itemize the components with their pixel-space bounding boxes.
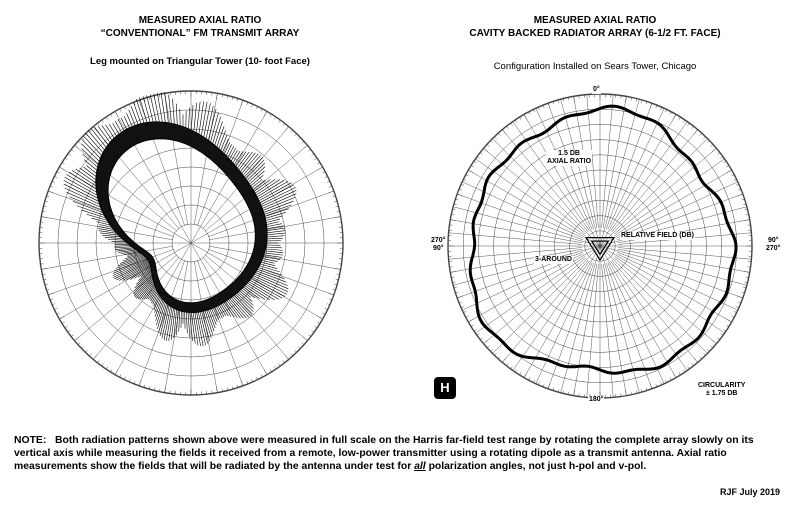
left-grid-tick: [48, 293, 54, 295]
left-grid-tick: [270, 369, 272, 372]
left-hatch-stroke: [115, 121, 121, 132]
right-grid-spoke: [600, 246, 747, 285]
deg-left-line-2: 90°: [432, 245, 444, 252]
right-grid-spoke: [502, 260, 588, 362]
right-grid-tick: [737, 296, 743, 298]
right-grid-tick: [450, 220, 456, 221]
right-grid-tick: [480, 338, 482, 340]
right-grid-tick: [692, 126, 694, 128]
left-hatch-stroke: [134, 103, 141, 124]
right-grid-tick: [494, 353, 496, 355]
left-hatch-stroke: [150, 289, 156, 300]
left-hatch-stroke: [201, 102, 207, 136]
left-hatch-stroke: [80, 168, 96, 180]
right-grid-tick: [711, 144, 713, 146]
right-grid-spoke: [612, 130, 698, 232]
left-grid-tick: [283, 123, 285, 125]
left-hatch-stroke: [189, 108, 190, 129]
left-grid-tick: [312, 154, 314, 156]
right-title: [430, 14, 760, 40]
left-grid-tick: [335, 217, 341, 218]
left-grid-tick: [308, 335, 310, 337]
left-hatch-stroke: [188, 312, 190, 337]
left-title: [60, 14, 340, 40]
left-grid-tick: [274, 117, 276, 119]
left-hatch-stroke: [113, 123, 119, 134]
left-hatch-stroke: [223, 139, 229, 152]
right-grid-tick: [704, 353, 706, 355]
right-grid-spoke: [608, 263, 665, 384]
left-hatch-stroke: [264, 201, 294, 212]
right-grid-spoke: [449, 233, 582, 245]
left-hatch-stroke: [73, 201, 103, 212]
right-grid-tick: [707, 140, 709, 142]
right-grid-spoke: [602, 95, 614, 228]
left-grid-tick: [110, 114, 112, 117]
three-around-label: 3-AROUND: [535, 256, 572, 263]
left-grid-tick: [317, 162, 320, 164]
right-subtitle: Configuration Installed on Sears Tower, Chicago: [493, 61, 697, 72]
left-grid-tick: [106, 117, 108, 119]
left-grid-tick: [102, 364, 104, 366]
left-grid-tick: [62, 162, 65, 164]
right-grid-spoke: [587, 264, 599, 397]
left-grid-tick: [317, 316, 322, 319]
left-grid-tick: [78, 343, 80, 345]
left-hatch-stroke: [82, 149, 99, 165]
right-grid-tick: [726, 319, 731, 322]
right-grid-tick: [468, 170, 473, 173]
left-grid-tick: [165, 387, 166, 393]
left-hatch-stroke: [105, 237, 122, 238]
right-grid-spoke: [603, 264, 626, 396]
left-grid-spoke: [165, 261, 188, 393]
left-grid-tick: [302, 343, 304, 345]
right-grid-tick: [700, 133, 702, 135]
left-grid-tick: [41, 217, 47, 218]
left-grid-tick: [317, 322, 320, 324]
note-emphasis: all: [414, 461, 426, 472]
right-grid-tick: [515, 120, 517, 122]
left-hatch-stroke: [76, 169, 96, 183]
right-grid-tick: [511, 123, 513, 125]
right-grid-tick: [491, 140, 493, 142]
right-grid-tick: [683, 120, 685, 122]
right-grid-spoke: [617, 252, 743, 298]
left-hatch-stroke: [102, 235, 120, 237]
right-grid-tick: [494, 137, 496, 139]
left-grid-tick: [285, 355, 289, 360]
left-grid-tick: [303, 337, 308, 341]
right-grid-tick: [548, 383, 550, 389]
left-grid-spoke: [165, 93, 188, 225]
left-hatch-stroke: [251, 175, 264, 186]
right-grid-tick: [712, 340, 717, 344]
left-grid-tick: [283, 360, 285, 362]
right-grid-tick: [694, 358, 698, 363]
left-grid-tick: [312, 331, 314, 333]
left-hatch-stroke: [267, 238, 283, 239]
left-title-line-2: “CONVENTIONAL” FM TRANSMIT ARRAY: [100, 28, 300, 39]
right-polar-plot: [420, 88, 780, 404]
left-hatch-stroke: [176, 104, 177, 125]
left-grid-tick: [291, 354, 293, 356]
left-hatch-stroke: [251, 279, 285, 297]
right-grid-tick: [700, 357, 702, 359]
right-grid-spoke: [475, 256, 585, 333]
right-grid-tick: [704, 137, 706, 139]
left-grid-tick: [216, 93, 217, 99]
right-grid-tick: [524, 372, 527, 377]
right-grid-tick: [688, 367, 690, 369]
left-grid-tick: [241, 380, 243, 386]
left-hatch-stroke: [91, 128, 106, 147]
left-grid-tick: [75, 145, 80, 149]
right-grid-tick: [524, 114, 527, 119]
deg-left-label: [430, 237, 446, 253]
note-paragraph: [14, 434, 790, 473]
left-hatch-stroke: [242, 288, 255, 298]
right-grid-spoke: [561, 246, 600, 393]
right-grid-spoke: [462, 182, 583, 239]
right-title-line-1: MEASURED AXIAL RATIO: [533, 15, 657, 26]
right-grid-tick: [694, 130, 698, 135]
deg-right-line-1: 90°: [767, 237, 779, 244]
right-grid-tick: [515, 370, 517, 372]
left-hatch-stroke: [165, 92, 169, 123]
left-grid-tick: [279, 364, 281, 366]
deg-left-line-1: 270°: [431, 237, 446, 244]
left-grid-tick: [274, 367, 276, 369]
left-grid-tick: [139, 380, 141, 386]
left-hatch-stroke: [238, 292, 253, 305]
left-grid-tick: [115, 111, 118, 116]
left-hatch-stroke: [191, 105, 193, 130]
left-hatch-stroke: [129, 110, 135, 126]
left-hatch-stroke: [265, 249, 282, 250]
right-grid-tick: [673, 114, 676, 119]
left-grid-tick: [302, 141, 304, 143]
left-grid-tick: [62, 322, 65, 324]
left-hatch-stroke: [173, 99, 175, 124]
left-hatch-stroke: [194, 103, 197, 131]
left-grid-tick: [295, 350, 297, 352]
right-grid-tick: [726, 170, 731, 173]
left-grid-tick: [82, 347, 84, 349]
right-grid-spoke: [615, 159, 725, 236]
left-grid-tick: [279, 120, 281, 122]
deg-top-label: 0°: [593, 86, 600, 93]
left-grid-tick: [85, 350, 87, 352]
left-hatch-stroke: [106, 125, 115, 138]
left-grid-tick: [65, 158, 67, 160]
left-hatch-stroke: [85, 133, 103, 153]
left-hatch-stroke: [226, 145, 232, 156]
right-title-line-2: CAVITY BACKED RADIATOR ARRAY (6-1/2 FT. FACE): [469, 28, 721, 39]
left-grid-tick: [298, 347, 300, 349]
right-grid-tick: [487, 144, 489, 146]
right-grid-tick: [650, 103, 652, 109]
left-subtitle: Leg mounted on Triangular Tower (10- foot Face): [90, 56, 310, 67]
left-grid-tick: [291, 130, 293, 132]
left-grid-tick: [295, 134, 297, 136]
left-hatch-stroke: [204, 103, 211, 137]
right-grid-tick: [679, 372, 681, 375]
left-hatch-stroke: [131, 106, 138, 124]
left-hatch-stroke: [221, 135, 227, 151]
left-grid-tick: [93, 355, 97, 360]
left-hatch-stroke: [264, 205, 291, 215]
credit-line: RJF July 2019: [719, 487, 780, 497]
left-hatch-stroke: [126, 113, 132, 126]
right-grid-spoke: [475, 159, 585, 236]
right-grid-tick: [498, 357, 500, 359]
right-grid-tick: [744, 220, 750, 221]
right-grid-spoke: [548, 103, 594, 229]
left-hatch-stroke: [118, 119, 124, 130]
left-title-line-1: MEASURED AXIAL RATIO: [138, 15, 262, 26]
left-grid-tick: [93, 127, 97, 132]
harris-logo-icon: H: [434, 377, 456, 399]
right-grid-spoke: [513, 121, 590, 231]
left-hatch-stroke: [88, 130, 105, 150]
note-text-1: Both radiation patterns shown above were measured in full scale on the Harris far-field test range by rotating the complete array slowly on its vertical axis while measuring the fields it received from a remote, low-power transmitter using a rotating dipole as a transmit antenna. Axial ratio measurements show the fields that will be radiated by the antenna under test for: [14, 435, 754, 472]
right-grid-tick: [688, 123, 690, 125]
right-grid-tick: [474, 161, 476, 163]
right-grid-tick: [502, 130, 506, 135]
left-grid-tick: [303, 145, 308, 149]
right-grid-spoke: [614, 258, 716, 344]
left-hatch-stroke: [205, 311, 213, 335]
left-grid-tick: [328, 293, 334, 295]
left-hatch-stroke: [115, 246, 131, 247]
left-grid-tick: [115, 369, 118, 374]
right-grid-tick: [502, 358, 506, 363]
right-grid-tick: [548, 103, 550, 109]
right-grid-tick: [726, 325, 729, 327]
deg-right-line-2: 270°: [766, 245, 781, 252]
right-grid-spoke: [502, 130, 588, 232]
right-grid-spoke: [548, 263, 594, 389]
left-grid-tick: [335, 268, 341, 269]
right-grid-tick: [506, 126, 508, 128]
right-grid-tick: [477, 157, 479, 159]
right-grid-tick: [574, 96, 575, 102]
right-grid-tick: [625, 390, 626, 396]
left-grid-tick: [48, 191, 54, 193]
right-grid-tick: [679, 117, 681, 120]
right-grid-tick: [477, 334, 479, 336]
left-grid-tick: [308, 149, 310, 151]
left-grid-tick: [71, 149, 73, 151]
deg-bottom-label: 180°: [589, 396, 604, 403]
right-grid-tick: [457, 296, 463, 298]
right-grid-tick: [692, 363, 694, 365]
axial-ratio-line-2: AXIAL RATIO: [547, 158, 592, 165]
right-grid-tick: [491, 350, 493, 352]
right-grid-tick: [650, 383, 652, 389]
right-grid-tick: [574, 390, 575, 396]
right-grid-tick: [487, 346, 489, 348]
left-grid-tick: [264, 369, 267, 374]
axial-ratio-line-1: 1.5 DB: [558, 150, 580, 157]
left-grid-tick: [317, 167, 322, 170]
right-grid-tick: [711, 346, 713, 348]
right-grid-spoke: [453, 246, 600, 285]
right-grid-tick: [717, 338, 719, 340]
left-hatch-stroke: [242, 154, 259, 174]
left-grid-tick: [328, 191, 334, 193]
left-hatch-stroke: [94, 127, 108, 145]
right-grid-spoke: [561, 99, 600, 246]
left-grid-tick: [65, 326, 67, 328]
right-grid-spoke: [608, 108, 665, 229]
right-grid-tick: [721, 334, 723, 336]
right-grid-spoke: [600, 99, 639, 246]
circularity-label: [697, 382, 746, 398]
left-hatch-stroke: [264, 253, 282, 255]
right-grid-tick: [519, 117, 521, 120]
left-hatch-stroke: [267, 231, 285, 233]
right-grid-spoke: [617, 182, 738, 239]
left-grid-tick: [106, 367, 108, 369]
left-grid-tick: [315, 158, 317, 160]
left-grid-tick: [89, 354, 91, 356]
right-grid-tick: [471, 165, 474, 167]
right-grid-spoke: [484, 258, 586, 344]
left-hatch-stroke: [228, 146, 234, 157]
left-hatch-stroke: [69, 197, 101, 210]
right-grid-spoke: [602, 264, 614, 397]
left-grid-tick: [264, 111, 267, 116]
deg-right-label: [765, 237, 781, 253]
right-grid-tick: [484, 340, 489, 344]
note-label: NOTE:: [14, 435, 47, 446]
circularity-line-1: CIRCULARITY: [698, 382, 746, 389]
left-grid-tick: [270, 114, 272, 117]
left-hatch-stroke: [267, 233, 285, 235]
right-grid-tick: [724, 329, 726, 331]
right-grid-tick: [726, 165, 729, 167]
right-polar-grid: [448, 94, 752, 398]
left-grid-tick: [78, 141, 80, 143]
left-hatch-stroke: [267, 236, 284, 237]
left-hatch-stroke: [151, 290, 157, 301]
right-grid-spoke: [606, 103, 652, 229]
left-grid-tick: [68, 154, 70, 156]
left-grid-tick: [102, 120, 104, 122]
left-hatch-stroke: [159, 303, 167, 332]
left-hatch-stroke: [179, 311, 180, 332]
right-grid-tick: [717, 152, 719, 154]
left-grid-tick: [82, 137, 84, 139]
left-grid-tick: [285, 127, 289, 132]
right-grid-tick: [625, 96, 626, 102]
right-grid-tick: [457, 194, 463, 196]
left-hatch-stroke: [156, 301, 164, 325]
right-grid-tick: [673, 372, 676, 377]
relative-field-label: RELATIVE FIELD (DB): [621, 232, 694, 239]
left-hatch-stroke: [82, 154, 97, 167]
right-grid-tick: [484, 148, 489, 152]
right-grid-tick: [511, 367, 513, 369]
right-grid-tick: [683, 370, 685, 372]
left-hatch-stroke: [150, 95, 156, 122]
left-hatch-stroke: [86, 165, 96, 173]
right-grid-tick: [471, 325, 474, 327]
right-grid-tick: [468, 319, 473, 322]
right-grid-tick: [480, 152, 482, 154]
left-hatch-stroke: [176, 310, 178, 335]
note-text-2: polarization angles, not just h-pol and v-pol.: [425, 461, 647, 472]
right-grid-spoke: [536, 108, 593, 229]
right-axial-ratio-pattern: [470, 106, 736, 373]
left-grid-tick: [216, 387, 217, 393]
right-grid-tick: [737, 194, 743, 196]
left-hatch-stroke: [265, 251, 283, 253]
right-grid-spoke: [574, 264, 597, 396]
right-grid-spoke: [450, 220, 582, 243]
left-hatch-stroke: [255, 179, 275, 193]
right-grid-tick: [498, 133, 500, 135]
right-grid-spoke: [603, 96, 626, 228]
left-grid-tick: [110, 369, 112, 372]
right-grid-tick: [721, 157, 723, 159]
right-grid-tick: [450, 271, 456, 272]
left-grid-tick: [41, 268, 47, 269]
right-grid-tick: [744, 271, 750, 272]
left-grid-tick: [241, 100, 243, 106]
right-grid-tick: [724, 161, 726, 163]
left-hatch-stroke: [108, 239, 124, 240]
left-hatch-stroke: [266, 216, 283, 221]
right-grid-tick: [506, 363, 508, 365]
left-hatch-stroke: [186, 312, 187, 333]
right-grid-spoke: [618, 248, 751, 260]
left-polar-plot: [28, 84, 354, 404]
axial-ratio-label: [546, 150, 592, 166]
right-grid-spoke: [610, 121, 687, 231]
left-hatch-stroke: [266, 247, 282, 248]
right-grid-tick: [712, 148, 717, 152]
right-grid-spoke: [614, 148, 716, 234]
left-grid-tick: [97, 123, 99, 125]
left-grid-tick: [315, 326, 317, 328]
left-grid-tick: [75, 337, 80, 341]
left-hatch-stroke: [115, 247, 132, 248]
left-grid-tick: [59, 316, 64, 319]
left-grid-tick: [97, 360, 99, 362]
right-grid-tick: [519, 372, 521, 375]
right-grid-spoke: [513, 261, 590, 371]
left-grid-tick: [59, 167, 64, 170]
right-grid-tick: [707, 350, 709, 352]
left-hatch-stroke: [256, 271, 286, 282]
left-hatch-stroke: [155, 297, 161, 313]
circularity-line-2: ± 1.75 DB: [705, 390, 738, 397]
left-hatch-stroke: [171, 309, 175, 340]
left-grid-tick: [68, 331, 70, 333]
right-grid-tick: [474, 329, 476, 331]
left-hatch-stroke: [109, 124, 116, 136]
left-grid-tick: [71, 335, 73, 337]
left-grid-tick: [298, 137, 300, 139]
